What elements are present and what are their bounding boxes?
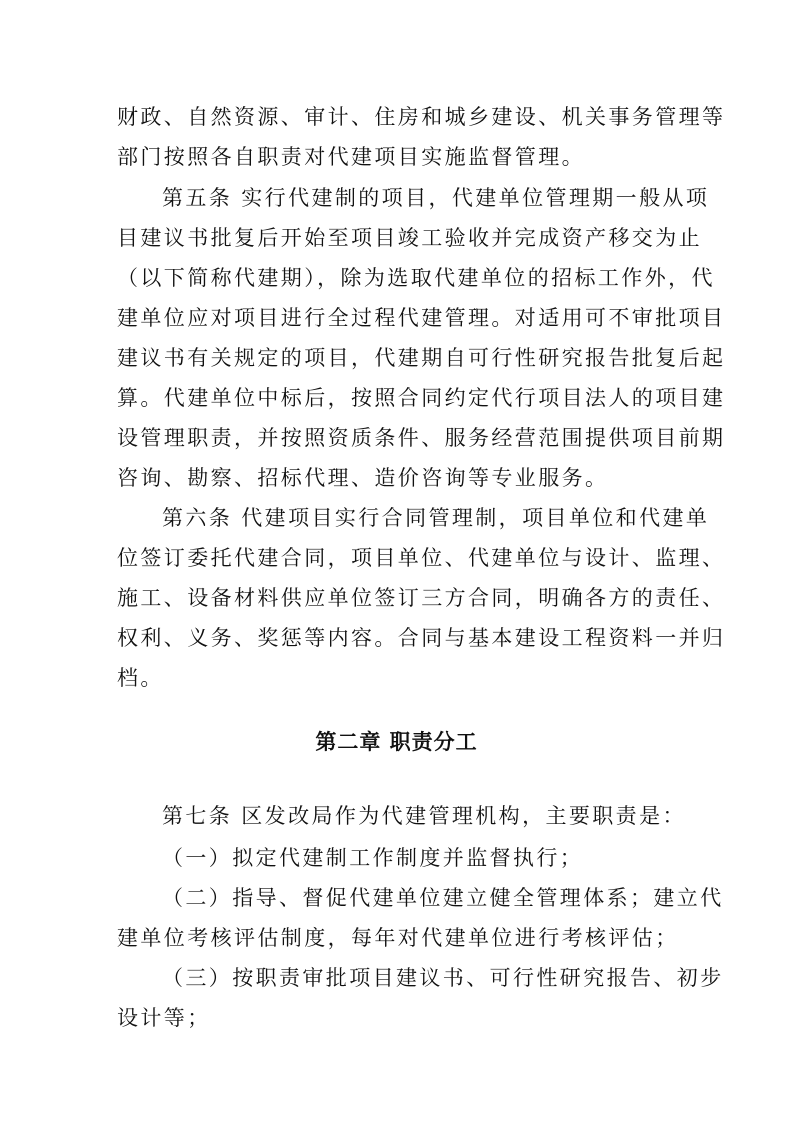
article-5-line: 第五条 实行代建制的项目，代建单位管理期一般从项 (162, 186, 710, 210)
article-5-line: 设管理职责，并按照资质条件、服务经营范围提供项目前期 (117, 426, 726, 450)
paragraph-line: 财政、自然资源、审计、住房和城乡建设、机关事务管理等 (117, 105, 726, 129)
chapter-heading: 第二章 职责分工 (315, 730, 478, 754)
article-5-line: （以下简称代建期），除为选取代建单位的招标工作外，代 (117, 266, 715, 290)
article-7-item: 设计等； (117, 1006, 211, 1030)
article-5-line: 算。代建单位中标后，按照合同约定代行项目法人的项目建 (117, 386, 726, 410)
article-5-line: 建单位应对项目进行全过程代建管理。对适用可不审批项目 (117, 306, 726, 330)
article-7-item: （一）拟定代建制工作制度并监督执行； (162, 846, 584, 870)
article-7-item: （二）指导、督促代建单位建立健全管理体系；建立代 (162, 886, 724, 910)
article-5-line: 建议书有关规定的项目，代建期自可行性研究报告批复后起 (117, 346, 726, 370)
article-5-line: 目建议书批复后开始至项目竣工验收并完成资产移交为止 (117, 226, 702, 250)
article-7-item: （三）按职责审批项目建议书、可行性研究报告、初步 (162, 966, 724, 990)
article-6-line: 权利、义务、奖惩等内容。合同与基本建设工程资料一并归 (117, 626, 726, 650)
article-7-item: 建单位考核评估制度，每年对代建单位进行考核评估； (117, 926, 679, 950)
article-6-line: 第六条 代建项目实行合同管理制，项目单位和代建单 (162, 506, 710, 530)
paragraph-line: 部门按照各自职责对代建项目实施监督管理。 (117, 145, 585, 169)
article-6-line: 位签订委托代建合同，项目单位、代建单位与设计、监理、 (117, 546, 726, 570)
article-6-line: 施工、设备材料供应单位签订三方合同，明确各方的责任、 (117, 586, 726, 610)
article-5-line: 咨询、勘察、招标代理、造价咨询等专业服务。 (117, 466, 609, 490)
article-7-line: 第七条 区发改局作为代建管理机构，主要职责是： (162, 804, 686, 828)
article-6-line: 档。 (117, 666, 164, 690)
